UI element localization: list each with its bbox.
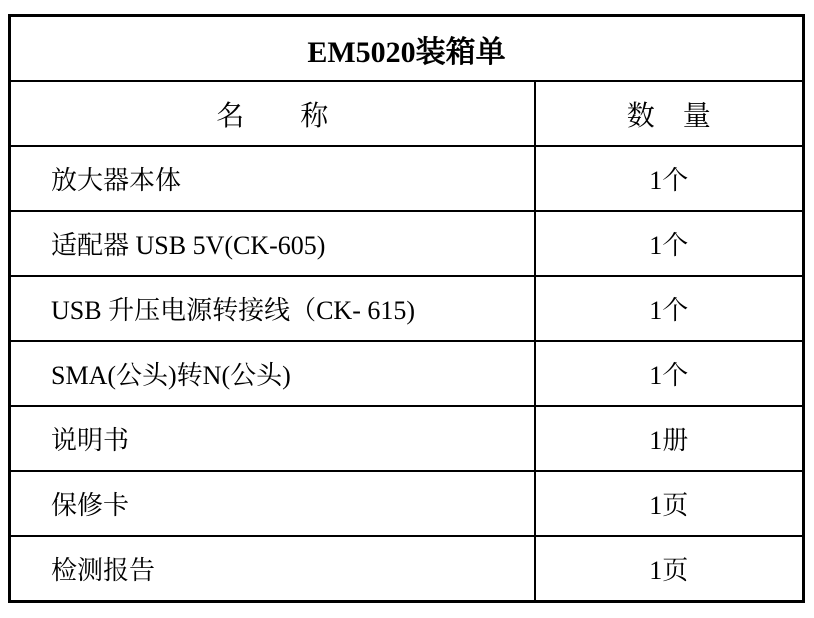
table-row [10,276,804,341]
item-qty: 1个 [535,146,804,211]
packing-list-table [8,14,805,603]
item-qty: 1册 [535,406,804,471]
item-name: 适配器 USB 5V(CK-605) [10,211,535,276]
title-row [10,16,804,82]
column-header-name: 名 称 [10,81,535,146]
table-row [10,146,804,211]
table-row [10,341,804,406]
item-name: 检测报告 [10,536,535,602]
item-name: USB 升压电源转接线（CK- 615) [10,276,535,341]
table-row [10,211,804,276]
item-qty: 1页 [535,471,804,536]
column-header-qty: 数 量 [535,81,804,146]
table-row [10,471,804,536]
page-title: EM5020装箱单 [10,16,804,82]
item-name: SMA(公头)转N(公头) [10,341,535,406]
item-name: 说明书 [10,406,535,471]
table-row [10,536,804,602]
item-name: 放大器本体 [10,146,535,211]
item-name: 保修卡 [10,471,535,536]
item-qty: 1个 [535,341,804,406]
header-row [10,81,804,146]
item-qty: 1页 [535,536,804,602]
item-qty: 1个 [535,276,804,341]
table-row [10,406,804,471]
item-qty: 1个 [535,211,804,276]
